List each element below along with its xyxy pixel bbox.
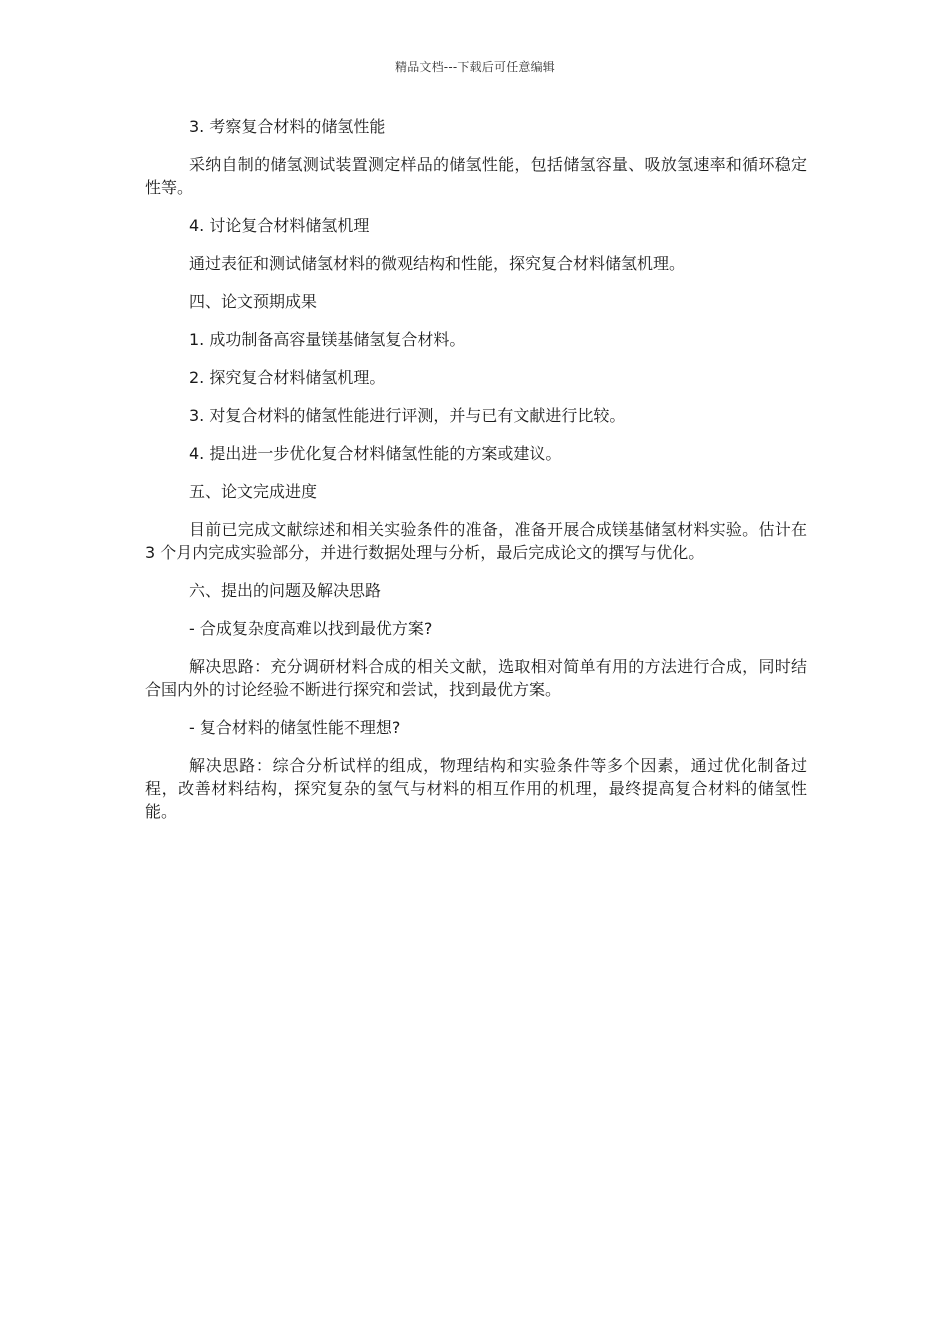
section-heading-problems: 六、提出的问题及解决思路 <box>189 581 382 600</box>
solution-paragraph-2: 解决思路：综合分析试样的组成，物理结构和实验条件等多个因素，通过优化制备过程，改善材料结构，探究复杂的氢气与材料的相互作用的机理，最终提高复合材料的储氢性能。 <box>145 756 807 821</box>
paragraph-storage-test: 采纳自制的储氢测试装置测定样品的储氢性能，包括储氢容量、吸放氢速率和循环稳定性等。 <box>145 155 807 197</box>
problem-item-2: - 复合材料的储氢性能不理想? <box>189 718 401 737</box>
problem-item-1: - 合成复杂度高难以找到最优方案? <box>189 619 433 638</box>
document-body <box>145 115 807 838</box>
section-heading-3: 3. 考察复合材料的储氢性能 <box>189 117 386 136</box>
list-item-result-1: 1. 成功制备高容量镁基储氢复合材料。 <box>189 330 466 349</box>
list-item-result-3: 3. 对复合材料的储氢性能进行评测，并与已有文献进行比较。 <box>189 406 626 425</box>
paragraph-progress: 目前已完成文献综述和相关实验条件的准备，准备开展合成镁基储氢材料实验。估计在 3 个月内完成实验部分，并进行数据处理与分析，最后完成论文的撰写与优化。 <box>145 520 807 562</box>
list-item-result-4: 4. 提出进一步优化复合材料储氢性能的方案或建议。 <box>189 444 562 463</box>
paragraph-mechanism: 通过表征和测试储氢材料的微观结构和性能，探究复合材料储氢机理。 <box>189 254 686 273</box>
list-item-result-2: 2. 探究复合材料储氢机理。 <box>189 368 386 387</box>
section-heading-expected-results: 四、论文预期成果 <box>189 292 318 311</box>
solution-paragraph-1: 解决思路：充分调研材料合成的相关文献，选取相对简单有用的方法进行合成，同时结合国内外的讨论经验不断进行探究和尝试，找到最优方案。 <box>145 657 807 699</box>
page-header: 精品文档---下载后可任意编辑 <box>395 60 555 74</box>
section-heading-4: 4. 讨论复合材料储氢机理 <box>189 216 370 235</box>
section-heading-progress: 五、论文完成进度 <box>189 482 318 501</box>
